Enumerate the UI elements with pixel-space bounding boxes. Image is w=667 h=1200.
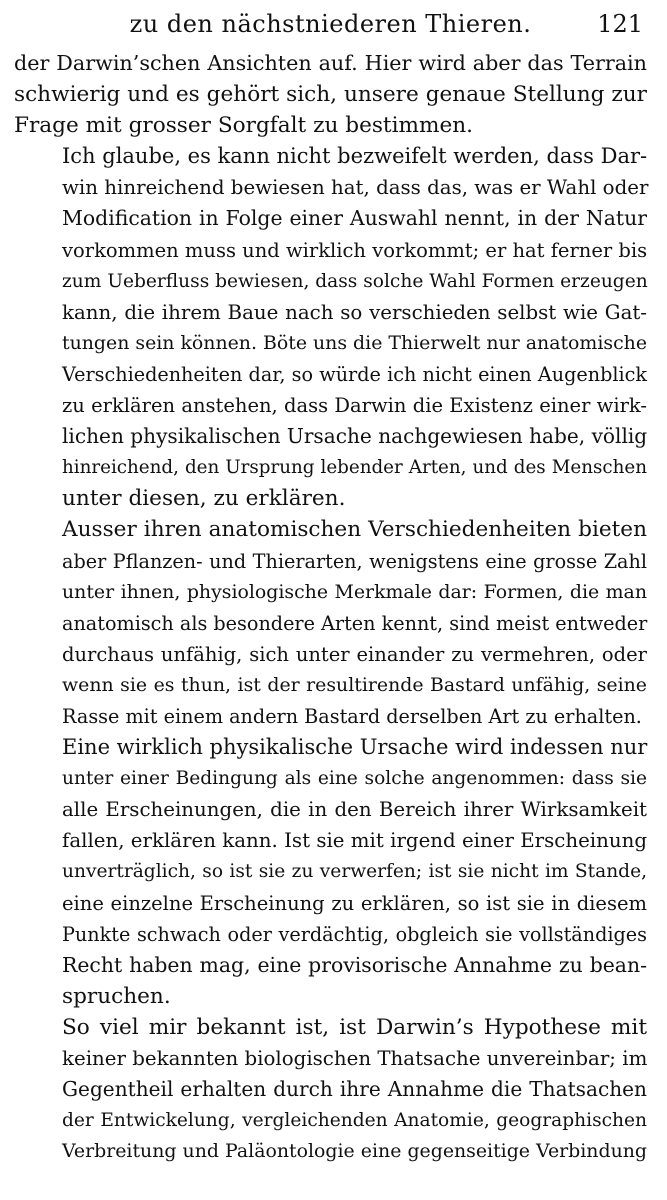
body-text (14, 48, 647, 1167)
paragraph (14, 141, 647, 514)
text-line: tungen sein können. Böte uns die Thierwelt nur anatomische (62, 331, 647, 354)
text-line: vorkommen muss und wirklich vorkommt; er hat ferner bis (62, 238, 648, 262)
paragraph (14, 48, 647, 141)
paragraph (14, 1012, 647, 1167)
text-line: unter diesen, zu erklären. (62, 486, 346, 512)
text-line: der Entwickelung, vergleichenden Anatomie, geographischen (62, 1110, 647, 1132)
text-line: Ausser ihren anatomischen Verschiedenheiten bieten (62, 517, 647, 543)
text-line: Verbreitung und Paläontologie eine gegenseitige Verbindung (62, 1140, 647, 1163)
text-line: Gegentheil erhalten durch ihre Annahme die Thatsachen (62, 1077, 647, 1102)
text-line: So viel mir bekannt ist, ist Darwin’s Hypothese mit (62, 1014, 647, 1040)
text-line: Frage mit grosser Sorgfalt zu bestimmen. (14, 113, 474, 139)
text-line: win hinreichend bewiesen hat, dass das, was er Wahl oder (62, 176, 649, 200)
text-line: schwierig und es gehört sich, unsere genaue Stellung zur (14, 82, 647, 108)
text-line: Rasse mit einem andern Bastard derselben Art zu erhalten. (62, 704, 642, 728)
text-line: hinreichend, den Ursprung lebender Arten, und des Menschen (62, 457, 647, 479)
paragraph (14, 514, 647, 732)
text-line: unverträglich, so ist sie zu verwerfen; ist sie nicht im Stande, (62, 861, 647, 883)
text-line: alle Erscheinungen, die in den Bereich ihrer Wirksamkeit (62, 798, 647, 822)
text-line: zum Ueberfluss bewiesen, dass solche Wahl Formen erzeugen (62, 270, 648, 292)
text-line: Punkte schwach oder verdächtig, obgleich sie vollständiges (62, 922, 647, 946)
text-line: Verschiedenheiten dar, so würde ich nicht einen Augenblick (62, 362, 647, 386)
text-line: Eine wirklich physikalische Ursache wird indessen nur (62, 735, 648, 760)
text-line: wenn sie es thun, ist der resultirende Bastard unfähig, seine (62, 673, 647, 696)
text-line: anatomisch als besondere Arten kennt, sind meist entweder (62, 611, 648, 635)
page-number: 121 (597, 10, 643, 38)
text-line: keiner bekannten biologischen Thatsache unvereinbar; im (62, 1047, 648, 1070)
text-line: kann, die ihrem Baue nach so verschieden selbst wie Gat- (62, 300, 647, 324)
running-head (14, 6, 647, 48)
text-line: zu erklären anstehen, dass Darwin die Existenz einer wirk- (62, 394, 647, 418)
text-line: durchaus unfähig, sich unter einander zu vermehren, oder (62, 642, 647, 666)
text-line: Ich glaube, es kann nicht bezweifelt werden, dass Dar- (62, 144, 648, 169)
text-line: fallen, erklären kann. Ist sie mit irgend einer Erscheinung (62, 829, 647, 853)
text-line: eine einzelne Erscheinung zu erklären, so ist sie in diesem (62, 891, 647, 915)
text-line: Modification in Folge einer Auswahl nennt, in der Natur (62, 206, 647, 231)
text-line: Recht haben mag, eine provisorische Annahme zu bean- (62, 952, 647, 977)
text-line: lichen physikalischen Ursache nachgewiesen habe, völlig (62, 424, 648, 449)
paragraph (14, 732, 647, 1012)
text-line: aber Pflanzen- und Thierarten, wenigstens eine grosse Zahl (62, 549, 647, 573)
text-line: unter ihnen, physiologische Merkmale dar: Formen, die man (62, 580, 647, 603)
text-line: der Darwin’schen Ansichten auf. Hier wird aber das Terrain (14, 51, 647, 75)
text-line: spruchen. (62, 983, 171, 1009)
text-line: unter einer Bedingung als eine solche angenommen: dass sie (62, 768, 647, 790)
running-head-title: zu den nächstniederen Thieren. (129, 10, 532, 38)
